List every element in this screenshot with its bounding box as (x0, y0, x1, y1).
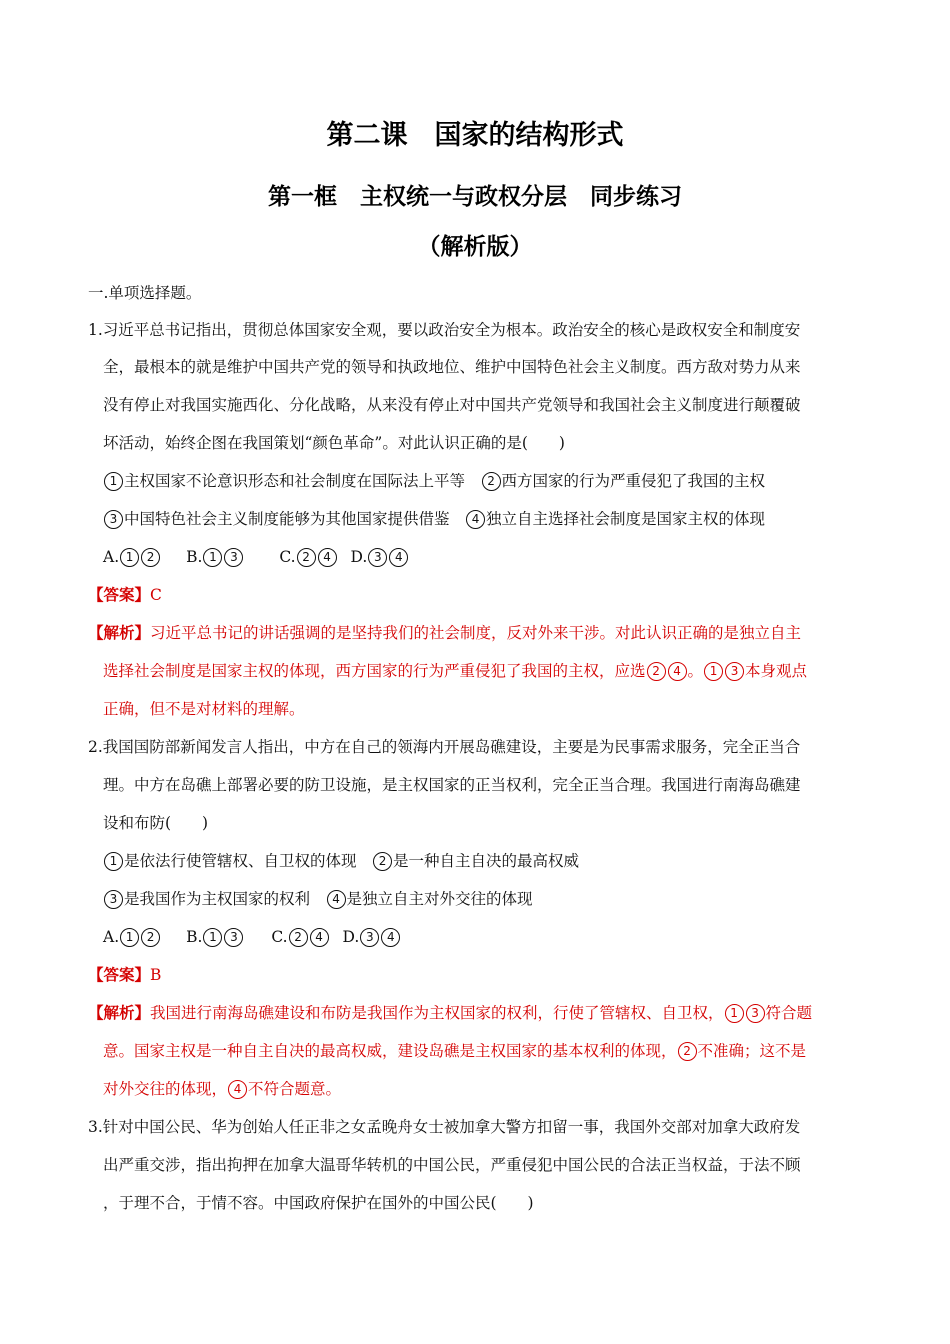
q2-choice-d: D. 3 4 (343, 928, 402, 946)
q1-analysis-line-3: 正确，但不是对材料的理解。 (103, 700, 305, 718)
q2-option-3: 是我国作为主权国家的权利 (124, 890, 311, 908)
q3-stem-line-3: ，于理不合，于情不容。中国政府保护在国外的中国公民( ) (103, 1194, 534, 1212)
q2-option-1: 是依法行使管辖权、自卫权的体现 (124, 852, 357, 870)
q2-option-2: 是一种自主自决的最高权威 (393, 852, 580, 870)
q1-stem-line-4: 坏活动，始终企图在我国策划“颜色革命”。对此认识正确的是( ) (103, 434, 565, 452)
analysis-tag: 【解析】 (88, 623, 151, 642)
q1-stem-line-3: 没有停止对我国实施西化、分化战略，从来没有停止对中国共产党领导和我国社会主义制度进行颠覆破 (103, 396, 801, 414)
q2-choices (103, 927, 401, 947)
lesson-title: 第二课 国家的结构形式 (326, 120, 624, 151)
q2-stem-line-1: 2.我国国防部新闻发言人指出，中方在自己的领海内开展岛礁建设，主要是为民事需求服务，完全正当合 (88, 738, 801, 756)
q2-choice-c: C. 2 4 (271, 928, 329, 946)
circled-number-4: 4 (466, 510, 485, 529)
answer-tag: 【答案】 (88, 585, 151, 604)
q1-option-4: 独立自主选择社会制度是国家主权的体现 (486, 510, 766, 528)
q2-stem-line-3: 设和布防( ) (103, 814, 209, 832)
circled-number-1: 1 (104, 472, 123, 491)
q1-answer (88, 585, 162, 605)
q3-stem-line-2: 出严重交涉，指出拘押在加拿大温哥华转机的中国公民，严重侵犯中国公民的合法正当权益，于法不顾 (103, 1156, 801, 1174)
q1-choice-c: C. 2 4 (279, 548, 337, 566)
q1-answer-value: C (150, 586, 162, 604)
circled-number-3: 3 (104, 510, 123, 529)
q2-stem-line-2: 理。中方在岛礁上部署必要的防卫设施，是主权国家的正当权利，完全正当合理。我国进行南海岛礁建 (103, 776, 801, 794)
q1-choice-d: D. 3 4 (351, 548, 410, 566)
q1-option-3: 中国特色社会主义制度能够为其他国家提供借鉴 (124, 510, 450, 528)
q2-options-row-2: 3 是我国作为主权国家的权利 4 是独立自主对外交往的体现 (103, 889, 533, 909)
q2-answer-value: B (150, 966, 162, 984)
q3-stem-line-1: 3.针对中国公民、华为创始人任正非之女孟晚舟女士被加拿大警方扣留一事，我国外交部对加拿大政府发 (88, 1118, 801, 1136)
circled-number-2: 2 (482, 472, 501, 491)
q2-choice-b: B. 1 3 (186, 928, 244, 946)
q1-stem-line-2: 全，最根本的就是维护中国共产党的领导和执政地位、维护中国特色社会主义制度。西方敌对势力从来 (103, 358, 801, 376)
q2-analysis-line-3: 对外交往的体现， 4 不符合题意。 (103, 1080, 342, 1098)
q2-analysis-line-1: 【解析】我国进行南海岛礁建设和布防是我国作为主权国家的权利，行使了管辖权、自卫权， 1 3 符合题 (88, 1003, 813, 1022)
q1-choice-b: B. 1 3 (186, 548, 244, 566)
q2-answer: 【答案】B (88, 965, 162, 984)
q1-choice-a: A. 1 2 (103, 548, 161, 566)
q1-option-1: 主权国家不论意识形态和社会制度在国际法上平等 (124, 472, 466, 490)
q1-stem-line-1: 1.习近平总书记指出，贯彻总体国家安全观，要以政治安全为根本。政治安全的核心是政权安全和制度安 (88, 321, 801, 339)
q1-options-row-2 (103, 509, 765, 529)
q1-analysis-line-2: 选择社会制度是国家主权的体现，西方国家的行为严重侵犯了我国的主权，应选 2 4 。 1 3 本身观点 (103, 662, 808, 680)
q2-choice-a: A. 1 2 (103, 928, 161, 946)
q1-analysis-line-1: 【解析】习近平总书记的讲话强调的是坚持我们的社会制度，反对外来干涉。对此认识正确的是独立自主 (88, 623, 802, 642)
q1-choices (103, 547, 409, 567)
section-heading: 一.单项选择题。 (88, 284, 202, 302)
edition-label: （解析版） (417, 234, 533, 260)
q1-option-2: 西方国家的行为严重侵犯了我国的主权 (501, 472, 766, 490)
q2-options-row-1: 1 是依法行使管辖权、自卫权的体现 2 是一种自主自决的最高权威 (103, 851, 579, 871)
section-subtitle: 第一框 主权统一与政权分层 同步练习 (268, 184, 682, 210)
q1-options-row-1 (103, 471, 765, 491)
q2-analysis-line-2: 意。国家主权是一种自主自决的最高权威，建设岛礁是主权国家的基本权利的体现， 2 不准确；这不是 (103, 1042, 807, 1060)
q2-option-4: 是独立自主对外交往的体现 (346, 890, 533, 908)
